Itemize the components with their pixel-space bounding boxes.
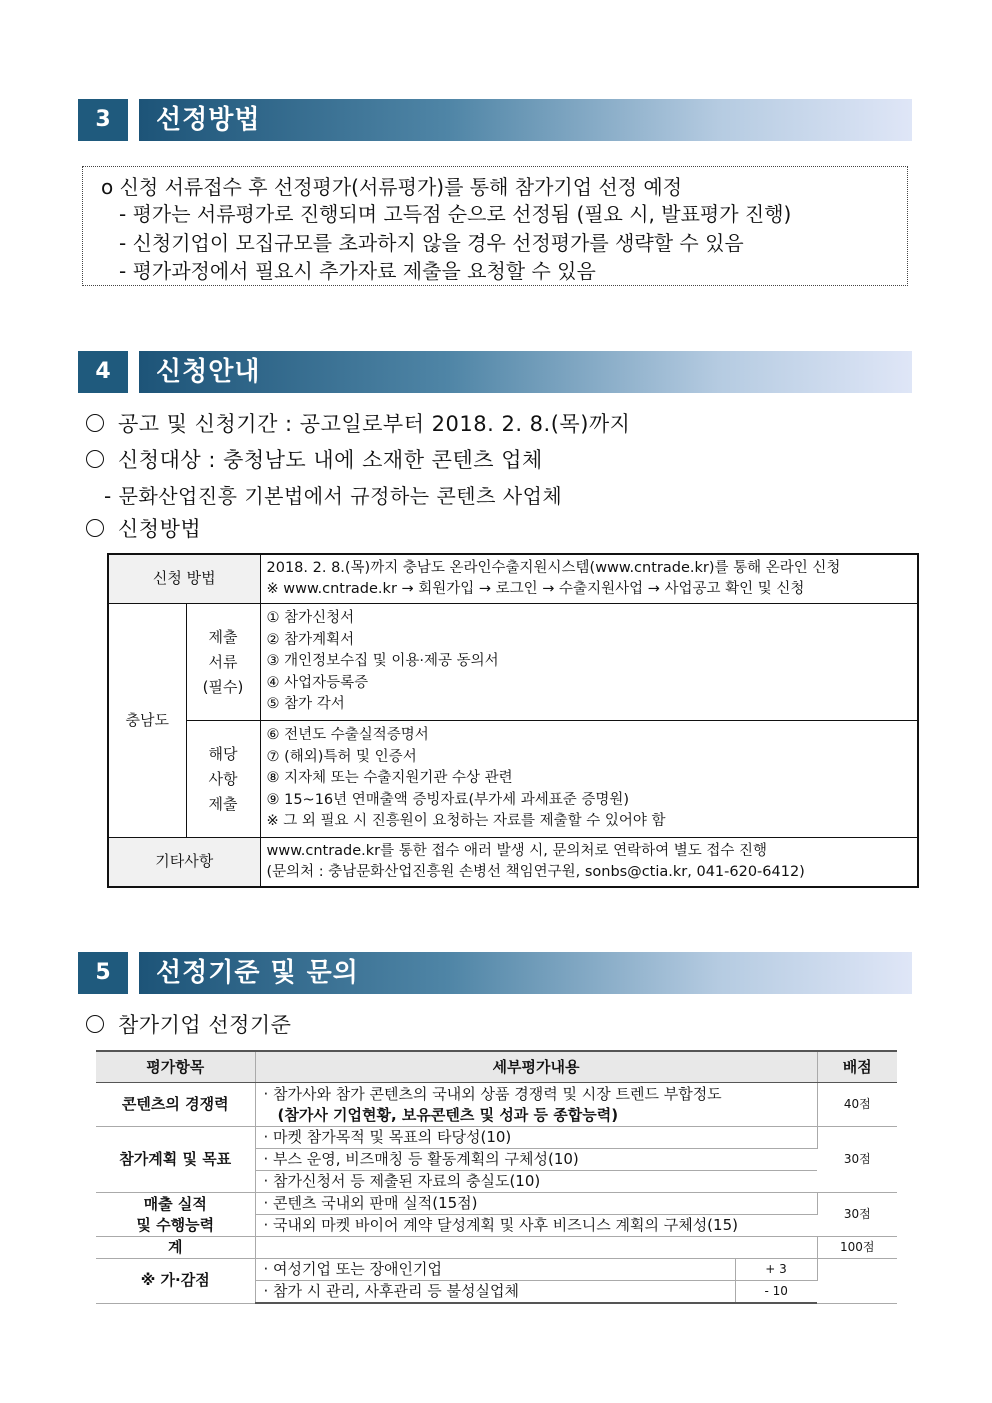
header-cell: 세부평가내용 <box>255 1051 817 1083</box>
section-5-header <box>78 952 912 994</box>
table-row <box>108 554 918 604</box>
section-title-bar <box>139 99 912 141</box>
section-title: 선정방법 <box>156 105 261 135</box>
application-table <box>107 553 919 888</box>
section-number: 3 <box>78 99 128 141</box>
total-score: 100점 <box>817 1237 897 1259</box>
detail-cell: · 국내외 마켓 바이어 계약 달성계획 및 사후 비즈니스 계획의 구체성(15) <box>255 1215 817 1237</box>
header-cell: 배점 <box>817 1051 897 1083</box>
detail-cell: · 참가신청서 등 제출된 자료의 충실도(10) <box>255 1171 817 1193</box>
required-documents: ① 참가신청서 ② 참가계획서 ③ 개인정보수집 및 이용·제공 동의서 ④ 사업자등록증 ⑤ 참가 각서 <box>260 604 918 721</box>
score-cell: 40점 <box>817 1083 897 1127</box>
circle-bullet-icon <box>86 450 104 468</box>
section-3-header <box>78 99 912 141</box>
box-line: - 평가는 서류평가로 진행되며 고득점 순으로 선정됨 (필요 시, 발표평가 진행) <box>119 202 792 226</box>
box-line: - 신청기업이 모집규모를 초과하지 않을 경우 선정평가를 생략할 수 있음 <box>119 231 744 255</box>
score-cell: 30점 <box>817 1127 897 1193</box>
method-label: 신청 방법 <box>108 554 260 604</box>
circle-bullet-icon <box>86 1015 104 1033</box>
circle-bullet-icon <box>86 519 104 537</box>
adjustment-value: + 3 <box>735 1259 817 1281</box>
bullet-method: 신청방법 <box>86 513 201 543</box>
selection-method-box <box>82 166 908 286</box>
detail-cell: · 콘텐츠 국내외 판매 실적(15점) <box>255 1193 817 1215</box>
bullet-criteria: 참가기업 선정기준 <box>86 1009 291 1039</box>
circle-bullet-icon <box>86 414 104 432</box>
table-row <box>108 838 918 888</box>
empty-cell <box>255 1237 817 1259</box>
optional-label: 해당 사항 제출 <box>186 721 260 838</box>
table-row <box>96 1237 897 1259</box>
table-row <box>96 1127 897 1149</box>
section-number: 4 <box>78 351 128 393</box>
etc-label: 기타사항 <box>108 838 260 888</box>
category-cell: 매출 실적 및 수행능력 <box>96 1193 255 1237</box>
adjustment-label: ※ 가·감점 <box>96 1259 255 1304</box>
required-label: 제출 서류 (필수) <box>186 604 260 721</box>
section-number: 5 <box>78 952 128 994</box>
table-row <box>96 1083 897 1127</box>
category-cell: 콘텐츠의 경쟁력 <box>96 1083 255 1127</box>
method-cell: 2018. 2. 8.(목)까지 충남도 온라인수출지원시스템(www.cntrade.kr)를 통해 온라인 신청 ※ www.cntrade.kr → 회원가입 → 로그인 → 수출지원사업 → 사업공고 확인 및 신청 <box>260 554 918 604</box>
header-cell: 평가항목 <box>96 1051 255 1083</box>
total-label: 계 <box>96 1237 255 1259</box>
table-row <box>108 604 918 721</box>
criteria-table <box>96 1050 897 1304</box>
detail-cell: · 부스 운영, 비즈매칭 등 활동계획의 구체성(10) <box>255 1149 817 1171</box>
detail-cell: · 여성기업 또는 장애인기업 <box>255 1259 735 1281</box>
box-line: - 평가과정에서 필요시 추가자료 제출을 요청할 수 있음 <box>119 259 596 283</box>
section-4-header <box>78 351 912 393</box>
section-title-bar <box>139 351 912 393</box>
table-header-row <box>96 1051 897 1083</box>
table-row <box>96 1193 897 1215</box>
section-title: 선정기준 및 문의 <box>156 958 359 988</box>
region-label: 충남도 <box>108 604 186 838</box>
table-row <box>108 721 918 838</box>
detail-cell: · 참가사와 참가 콘텐츠의 국내외 상품 경쟁력 및 시장 트렌드 부합정도 (참가사 기업현황, 보유콘텐츠 및 성과 등 종합능력) <box>255 1083 817 1127</box>
empty-cell <box>817 1259 897 1304</box>
bullet-target: 신청대상 : 충청남도 내에 소재한 콘텐츠 업체 <box>86 444 543 474</box>
bullet-period: 공고 및 신청기간 : 공고일로부터 2018. 2. 8.(목)까지 <box>86 408 630 438</box>
optional-documents: ⑥ 전년도 수출실적증명서 ⑦ (해외)특허 및 인증서 ⑧ 지자체 또는 수출지원기관 수상 관련 ⑨ 15~16년 연매출액 증빙자료(부가세 과세표준 증명원) ※ 그 외 필요 시 진흥원이 요청하는 자료를 제출할 수 있어야 함 <box>260 721 918 838</box>
adjustment-value: - 10 <box>735 1281 817 1304</box>
detail-cell: · 마켓 참가목적 및 목표의 타당성(10) <box>255 1127 817 1149</box>
category-cell: 참가계획 및 목표 <box>96 1127 255 1193</box>
section-title: 신청안내 <box>156 357 261 387</box>
bullet-target-sub: - 문화산업진흥 기본법에서 규정하는 콘텐츠 사업체 <box>104 484 563 508</box>
box-line: o 신청 서류접수 후 선정평가(서류평가)를 통해 참가기업 선정 예정 <box>101 175 683 199</box>
etc-cell: www.cntrade.kr를 통한 접수 애러 발생 시, 문의처로 연락하여 별도 접수 진행 (문의처 : 충남문화산업진흥원 손병선 책임연구원, sonbs@ctia.kr, 041-620-6412) <box>260 838 918 888</box>
table-row <box>96 1259 897 1281</box>
detail-cell: · 참가 시 관리, 사후관리 등 불성실업체 <box>255 1281 735 1304</box>
section-title-bar <box>139 952 912 994</box>
score-cell: 30점 <box>817 1193 897 1237</box>
